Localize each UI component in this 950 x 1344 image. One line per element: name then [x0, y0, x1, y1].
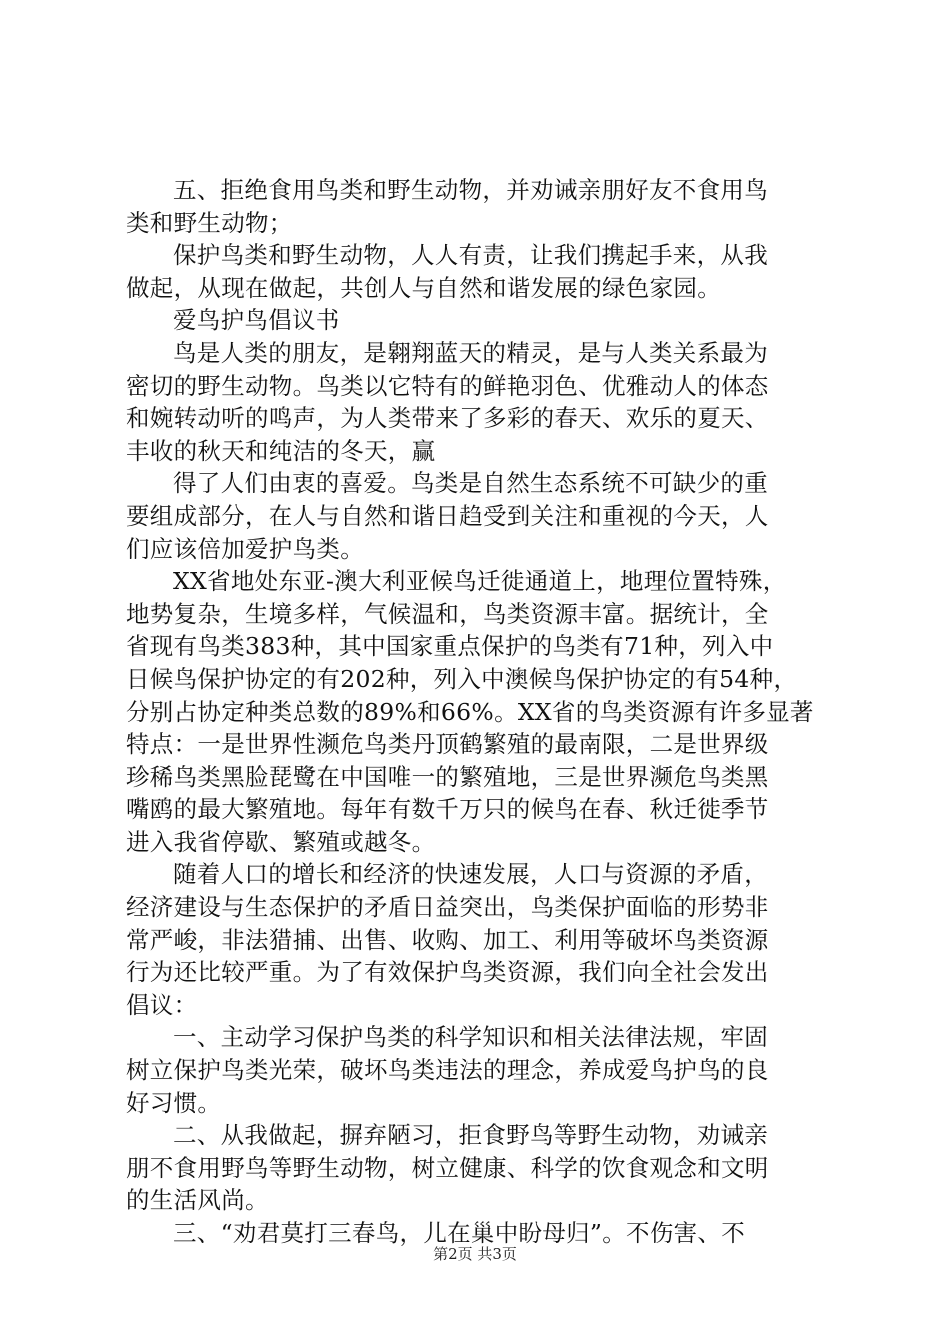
text-line: 珍稀鸟类黑脸琵鹭在中国唯一的繁殖地，三是世界濒危鸟类黑: [126, 762, 769, 791]
text-line: 要组成部分，在人与自然和谐日趋受到关注和重视的今天，人: [126, 501, 769, 530]
text-line: 常严峻，非法猎捕、出售、收购、加工、利用等破坏鸟类资源: [126, 925, 769, 954]
text-line: 地势复杂，生境多样，气候温和，鸟类资源丰富。据统计，全: [126, 599, 769, 628]
text-line: 一、主动学习保护鸟类的科学知识和相关法律法规，牢固: [173, 1023, 768, 1052]
text-line: 三、“劝君莫打三春鸟，儿在巢中盼母归”。不伤害、不: [173, 1219, 746, 1247]
text-line: 行为还比较严重。为了有效保护鸟类资源，我们向全社会发出: [126, 958, 769, 987]
text-line: 倡议：: [126, 990, 198, 1019]
text-line: 类和野生动物；: [126, 208, 293, 237]
text-line: 进入我省停歇、繁殖或越冬。: [126, 827, 436, 856]
text-line: 二、从我做起，摒弃陋习，拒食野鸟等野生动物，劝诫亲: [173, 1121, 768, 1150]
text-line: 日候鸟保护协定的有202种，列入中澳候鸟保护协定的有54种，: [126, 664, 798, 693]
text-line: 的生活风尚。: [126, 1186, 269, 1215]
text-line: 们应该倍加爱护鸟类。: [126, 534, 364, 563]
text-line: 丰收的秋天和纯洁的冬天，赢: [126, 436, 436, 465]
text-line: 保护鸟类和野生动物，人人有责，让我们携起手来，从我: [173, 241, 768, 270]
text-line: 爱鸟护鸟倡议书: [173, 306, 340, 335]
text-line: 树立保护鸟类光荣，破坏鸟类违法的理念，养成爱鸟护鸟的良: [126, 1056, 769, 1085]
text-line: 得了人们由衷的喜爱。鸟类是自然生态系统不可缺少的重: [173, 469, 768, 498]
text-line: 和婉转动听的鸣声，为人类带来了多彩的春天、欢乐的夏天、: [126, 404, 769, 433]
text-line: XX省地处东亚-澳大利亚候鸟迁徙通道上，地理位置特殊，: [173, 567, 787, 596]
text-line: 朋不食用野鸟等野生动物，树立健康、科学的饮食观念和文明: [126, 1153, 769, 1182]
text-line: 密切的野生动物。鸟类以它特有的鲜艳羽色、优雅动人的体态: [126, 371, 769, 400]
text-line: 特点：一是世界性濒危鸟类丹顶鹤繁殖的最南限，二是世界级: [126, 730, 769, 759]
text-line: 好习惯。: [126, 1088, 222, 1117]
page-footer: 第2页 共3页: [433, 1245, 517, 1263]
text-line: 随着人口的增长和经济的快速发展，人口与资源的矛盾，: [173, 860, 768, 889]
text-line: 嘴鸥的最大繁殖地。每年有数千万只的候鸟在春、秋迁徙季节: [126, 795, 769, 824]
text-line: 分别占协定种类总数的89%和66%。XX省的鸟类资源有许多显著: [126, 697, 814, 726]
text-line: 经济建设与生态保护的矛盾日益突出，鸟类保护面临的形势非: [126, 893, 769, 922]
text-line: 省现有鸟类383种，其中国家重点保护的鸟类有71种，列入中: [126, 632, 774, 661]
document-body: [126, 174, 826, 1250]
text-line: 做起，从现在做起，共创人与自然和谐发展的绿色家园。: [126, 273, 721, 302]
text-line: 鸟是人类的朋友，是翱翔蓝天的精灵，是与人类关系最为: [173, 338, 768, 367]
text-line: 五、拒绝食用鸟类和野生动物，并劝诫亲朋好友不食用鸟: [173, 176, 768, 204]
